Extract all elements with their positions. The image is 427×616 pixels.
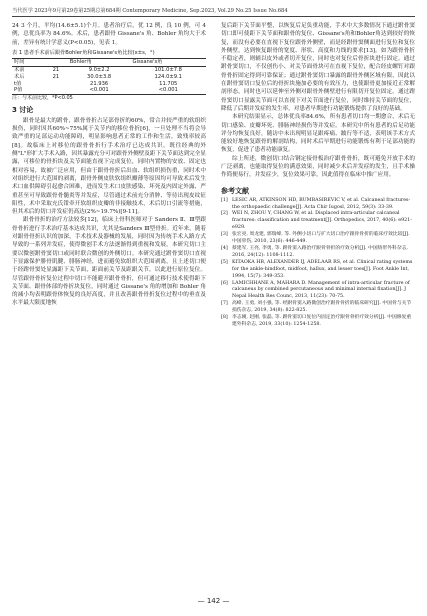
table-cell: 术前 — [14, 67, 25, 74]
table-row — [12, 67, 206, 74]
table-cell: 9.0±2.2 — [88, 67, 110, 74]
table-cell: 30.0±3.8 — [87, 74, 112, 81]
reference-text: WEI N, ZHOU Y, CHANG W, et al. Displaced intra-articular calcaneal fractures: classification and treatment[J]. Orthopedics, 2017, 40(6): e921-e929. — [232, 211, 412, 231]
table-cell: t值 — [14, 80, 22, 87]
page-number: — 142 — — [197, 597, 230, 605]
table-cell: <0.001 — [68, 87, 131, 94]
reference-text: 高峰, 王勇, 刘小强, 等. 经跗骨窦入路微创治疗跟骨骨折的临床研究[J]. 中国骨与关节损伤杂志, 2019, 34(8): 822-825. — [232, 301, 412, 314]
section-heading-discussion: 3 讨论 — [12, 105, 34, 114]
reference-text: KITAOKA HB, ALEXANDER IJ, ADELAAR RS, et al. Clinical rating systems for the ankle-hindfoot, midfoot, hallux, and lesser toes[J]. Foot Ankle Int, 1994, 15(7): 349-353. — [232, 259, 413, 279]
table-cell: P值 — [12, 87, 44, 94]
reference-item — [221, 260, 415, 281]
reference-number: [1] — [221, 197, 228, 203]
table-header-n — [44, 58, 68, 67]
table-cell — [44, 81, 68, 88]
reference-item — [221, 315, 415, 329]
results-table — [12, 58, 206, 95]
reference-number: [6] — [221, 280, 228, 286]
running-header — [12, 8, 415, 15]
conclusion-paragraph: 综上所述，微创切口结合钢定接骨板治疗跟骨骨折，既可避免开放手术的广泛剥离，也能取得复位的满意效果，同时减少术后并发症的发生，且手术操作简便易行，并发症少，复位效果可靠，因此值得在临床中推广应用。 — [221, 155, 415, 179]
reference-text: 李志刚, 赵刚, 张磊, 等. 跗骨窦切口复位内固定治疗跟骨骨折疗效分析[J]. 中国修复重建外科杂志, 2019, 33(10): 1254-1258. — [232, 315, 412, 327]
table-cell: 术后 — [14, 74, 25, 81]
reference-text: 张宏亮, 周龙建, 郭瑞峰, 等. 外侧小切口与扩大切口治疗跟骨骨折的临床疗效比较[J]. 中国骨伤, 2010, 23(6): 446-449. — [232, 232, 410, 245]
reference-item — [221, 301, 415, 315]
running-header-left: 当代医学 2023年9月第29卷第25期总第684期 Contemporary Medicine, Sep.2023, Vol.29 No.25 Issue No.684 — [12, 8, 288, 14]
table-header-row — [12, 58, 206, 67]
table-cell: 21.936 — [90, 80, 109, 87]
table-header-bohler: Bohler角 — [68, 58, 131, 67]
discussion-paragraph: 本研究结果显示，总体优良率84.6%，所有患者切口均一期愈合，术后无切口感染、皮瓣坏死、腓肠神经损伤等并发症。本研究中所有患者的后足功能评分均恢复良好，随访中未出现明显足跟疼痛、跛行等不适，表明该手术方式能较好地恢复跟骨的解剖结构，同时术后早期进行功能锻炼有利于足部功能的恢复，促进了患者功能康复。 — [221, 114, 415, 154]
reference-item — [221, 211, 415, 232]
table-cell: <0.001 — [131, 87, 206, 94]
table-note: 注：与术前比较，*P<0.05 — [12, 94, 73, 101]
reference-text: LAMICHHANE A, MAHARA D. Management of intra-articular fracture of calcaneus by combined percutaneous and minimal internal fixation[J]. J Nepal Health Res Counc, 2013, 11(23): 70-75. — [232, 280, 410, 300]
reference-list — [221, 198, 415, 329]
table-row — [12, 81, 206, 88]
reference-number: [5] — [221, 259, 228, 265]
table-cell: 21 — [52, 74, 60, 81]
reference-item — [221, 198, 415, 212]
table-cell: 11.705 — [159, 80, 178, 87]
reference-number: [8] — [221, 315, 228, 321]
discussion-paragraph: 跟骨骨折的治疗方法较多[12]，临床上骨科医师对于 Sanders Ⅱ、Ⅲ型跟骨骨折进行手术治疗基本达成共识，尤其是Sanders Ⅲ型骨折。近年来，随着对跟骨骨折认识的加深，手术技术及器械的发展，同时因为传统手术入路方式导致的一系列并发症，使得微创手术方法逐渐得到重视和发展，本研究切口主要以微创跗骨窦切口或同时联合微创的外侧切口。本研究通过跗骨窦切口直视下显露保护腓骨肌腱、腓肠神经，进而避免软组织大范围剥离，且上述切口便于经跗骨窦处显露距下关节面，距面前关节及距跟关节，以此进行原位复位。尽管跟骨骨折复位过程中切口不能避开跟骨骨折，但可通过移行技术使得距下关节面、跟骨体部的骨折块复位，同时通过 Gissane's 角的增加和 Bohler 角的减小均表明跟骨体恢复的良好高度，并且改善跟骨骨折复位过程中的垂直及水平最大限度地恢 — [12, 217, 206, 307]
reference-item — [221, 281, 415, 302]
table-header-time: 时间 — [12, 58, 44, 67]
reference-number: [2] — [221, 211, 228, 217]
table-row — [12, 74, 206, 81]
reference-item — [221, 232, 415, 246]
table-header-gissane: Gissane's角 — [131, 58, 206, 67]
table-cell — [44, 87, 68, 94]
results-paragraph: 24 3 个月，平均(14.6±5.1)个月。患者治疗后，优 12 例，良 10 例，可 4 例，总优良率为 84.6%。术后，患者跟骨 Gissane's 角、Bohler 角均大于术前，差异有统计学意义(P<0.05)，见表 1。 — [12, 23, 206, 46]
discussion-paragraph: 复后距下关节面平整，以恢复后足负重功能，手术中大多数情况下通过跗骨窦切口即可使距下关节面和跟骨的复位、Gissane's角和Bohler角达到较好的恢复，而没有必要在直视下复位跟骨外侧壁，而是经跗骨窦侧面进行复位和复位外侧壁，达到恢复跟骨的宽度、形状、高度和力线的要求[13]。如为跟骨骨折不稳定者，则辅以皮外或者切开复位，同时也对复位后骨折块进行固定。通过跗骨窦切口，不仅创伤小、对关节面骨块可在直视下复位，配合经皮螺钉对跟骨骨折固定得到可靠保证；通过跗骨窦切口暴露的跟骨外侧区域有限，因此以在跗骨窦切口复位后的骨折块施加必要的有效压力，也使跟骨更加接近正常解剖形态，同时也可以延伸至外侧对跟骨外侧壁进行有限切开复位固定。通过跗骨窦切口显露关节面可以直视下对关节面进行复位，同时维持关节面的复位，降低了后期并发症的发生率，对患者早期进行功能锻炼提供了良好的基础。 — [221, 23, 415, 112]
header-rule — [12, 16, 415, 17]
table-cell: 101.0±7.8 — [154, 67, 182, 74]
reference-number: [3] — [221, 232, 228, 238]
reference-number: [7] — [221, 301, 228, 307]
right-column — [221, 22, 415, 329]
discussion-paragraph: 跟骨是最大的跗骨，跟骨骨折占足部骨折的60%，常合并较严重的软组织损伤，同时因其60%~75%属于关节内的移位骨折[6]，一旦处理不当将会导致严重的足部运动功能障碍，明显影响患者正常的工作和生活，致残率较高[8]。故临床上对移位的跟骨骨折行手术治疗已达成共识。既往经典的外侧"L"形扩大手术入路，因其暴露充分可对跟骨外侧壁及距下关节面达到完全显露，可移位的骨折块及关节面能直视下完成复位，同时内置物的安放、固定也相对容易，故被广泛应用，但由于跟骨骨折后出血、软组织损伤重，同时术中对组织进行大范围的剥离，跟骨外侧皮肤软组织瓣薄等原因均可导致术后发生术口血供障碍引起愈合困难，进而发生术口皮肤感染、坏死及内固定外露，严重甚至可导致跟骨骨髓炎等并发症，尽管通过术前充分消肿、等待出现皮纹征阳性，术中采取充氏钳牵开软组织皮瓣的非接触技术，术后切口引流等措施，但其术后的切口并发症仍高达(2%~19.7%)[9-11]。 — [12, 117, 206, 216]
table-cell: 21 — [52, 67, 60, 74]
reference-number: [4] — [221, 245, 228, 251]
references-heading: 参考文献 — [221, 186, 249, 195]
reference-text: LESIC AR, ATKINSON HD, BUMBASIREVIC V, et al. Calcaneal fractures-the orthopaedic challenge[J]. Acta Chir Iugosl, 2012, 59(3): 33-39. — [232, 197, 411, 210]
reference-text: 蔡建军, 王亮, 李勇, 等. 跗骨窦入路治疗跟骨骨折的疗效分析[J]. 中国矫形外科杂志, 2016, 24(12): 1108-1112. — [232, 245, 408, 258]
reference-item — [221, 246, 415, 260]
table-row — [12, 87, 206, 94]
left-column — [12, 22, 206, 308]
table-cell: 124.0±9.1 — [154, 74, 182, 81]
table-caption: 表 1 患者手术前后跟骨Bohler角和Gissane's角比较(x±s，°) — [12, 49, 155, 56]
